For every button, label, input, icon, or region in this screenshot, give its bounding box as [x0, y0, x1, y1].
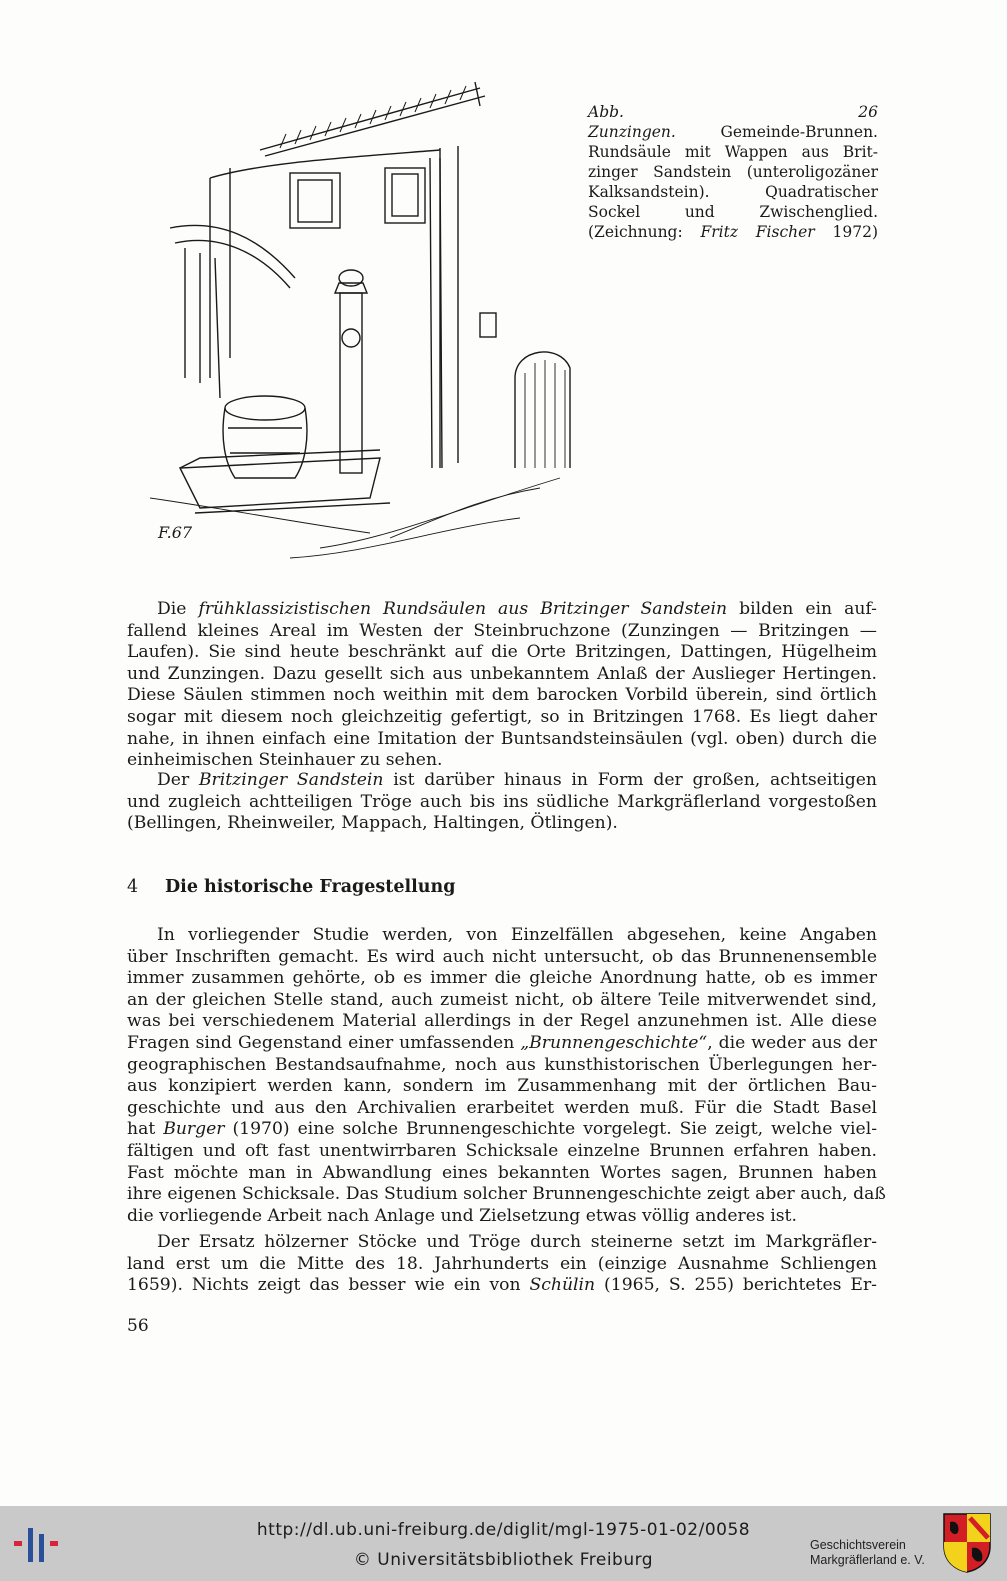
text-line: die vorliegende Arbeit nach Anlage und Zielsetzung etwas völlig anderes ist. [127, 1205, 797, 1226]
text-line: was bei verschiedenem Material allerdings in der Regel anzunehmen ist. Alle diese [127, 1011, 877, 1032]
copyright-text: © Universitätsbibliothek Freiburg [353, 1550, 654, 1570]
text-line: über Inschriften gemacht. Es wird auch nicht untersucht, ob das Brunnenensemble [127, 946, 877, 967]
caption-line-2: Rundsäule mit Wappen aus Brit- [588, 143, 878, 161]
text-line: aus konzipiert werden kann, sondern im Zusammenhang mit der örtlichen Bau- [127, 1076, 877, 1097]
caption-line-3: zinger Sandstein (unteroligozäner [588, 163, 878, 181]
text-line: geschichte und aus den Archivalien erarbeitet werden muß. Für die Stadt Basel [127, 1097, 877, 1118]
page-number: 56 [127, 1316, 149, 1336]
section-heading [127, 877, 455, 897]
text-line: geographischen Bestandsaufnahme, noch aus kunsthistorischen Überlegungen her- [127, 1054, 877, 1075]
text-line: hat Burger (1970) eine solche Brunnengeschichte vorgelegt. Sie zeigt, welche viel- [127, 1119, 878, 1140]
text-line: sogar mit diesem noch gleichzeitig gefertigt, so in Britzingen 1768. Es liegt daher [127, 706, 877, 727]
text-line: Laufen). Sie sind heute beschränkt auf die Orte Britzingen, Dattingen, Hügelheim [127, 642, 877, 663]
caption-line-5: Sockel und Zwischenglied. [588, 203, 878, 221]
text-line: und Zunzingen. Dazu gesellt sich aus unbekanntem Anlaß der Auslieger Hertingen. [127, 663, 877, 684]
caption-line-4: Kalksandstein). Quadratischer [588, 183, 878, 201]
text-line: In vorliegender Studie werden, von Einzelfällen abgesehen, keine Angaben [157, 925, 877, 945]
drawing-signature: F.67 [158, 523, 193, 542]
document-url-link[interactable]: http://dl.ub.uni-freiburg.de/diglit/mgl-1975-01-02/0058 [256, 1520, 751, 1540]
text-line: fältigen und oft fast unentwirrbaren Schicksale einzelne Brunnen erfahren haben. [127, 1140, 877, 1161]
text-line: Fragen sind Gegenstand einer umfassenden „Brunnengeschichte“, die weder aus der [127, 1032, 877, 1053]
paragraph-2 [127, 770, 877, 835]
text-line: einheimischen Steinhauer zu sehen. [127, 750, 443, 771]
logo-bar-left [14, 1541, 22, 1546]
coat-of-arms-icon [942, 1512, 992, 1574]
section-number: 4 [127, 877, 139, 897]
viewer-footer [0, 1506, 1007, 1581]
logo-bar-right [50, 1541, 58, 1546]
text-line: 1659). Nichts zeigt das besser wie ein von Schülin (1965, S. 255) berichtetes Er- [127, 1275, 877, 1296]
figure-caption [588, 102, 878, 242]
text-line: Fast möchte man in Abwandlung eines bekannten Wortes sagen, Brunnen haben [127, 1162, 877, 1183]
society-name: Geschichtsverein Markgräflerland e. V. [810, 1538, 925, 1567]
caption-line-6: (Zeichnung: Fritz Fischer 1972) [588, 223, 878, 241]
text-line: (Bellingen, Rheinweiler, Mappach, Haltingen, Ötlingen). [127, 813, 618, 834]
paragraph-4 [127, 1232, 877, 1297]
text-line: Der Britzinger Sandstein ist darüber hinaus in Form der großen, achtseitigen [157, 770, 877, 790]
text-line: ihre eigenen Schicksale. Das Studium solcher Brunnengeschichte zeigt aber auch, daß [127, 1184, 886, 1205]
caption-line-1: Zunzingen. Gemeinde-Brunnen. [588, 123, 878, 141]
text-line: Die frühklassizistischen Rundsäulen aus Britzinger Sandstein bilden ein auf- [157, 599, 877, 619]
text-line: immer zusammen gehörte, ob es immer die gleiche Anordnung hatte, ob es immer [127, 968, 877, 989]
paragraph-3 [127, 925, 886, 1227]
paragraph-1 [127, 599, 877, 772]
text-line: und zugleich achtteiligen Tröge auch bis ins südliche Markgräflerland vorgestoßen [127, 791, 877, 812]
text-line: fallend kleines Areal im Westen der Steinbruchzone (Zunzingen — Britzingen — [127, 620, 877, 641]
fountain-drawing [140, 78, 580, 573]
text-line: land erst um die Mitte des 18. Jahrhunderts ein (einzige Ausnahme Schliengen [127, 1253, 877, 1274]
text-line: Der Ersatz hölzerner Stöcke und Tröge durch steinerne setzt im Markgräfler- [157, 1232, 877, 1252]
text-line: Diese Säulen stimmen noch weithin mit dem barocken Vorbild überein, sind örtlich [127, 685, 877, 706]
text-line: nahe, in ihnen einfach eine Imitation der Buntsandsteinsäulen (vgl. oben) durch die [127, 728, 877, 749]
text-line: an der gleichen Stelle stand, auch zumeist nicht, ob ältere Teile mitverwendet sind, [127, 989, 877, 1010]
caption-figure-number: Abb. 26 [588, 103, 878, 121]
section-title: Die historische Fragestellung [165, 877, 456, 897]
